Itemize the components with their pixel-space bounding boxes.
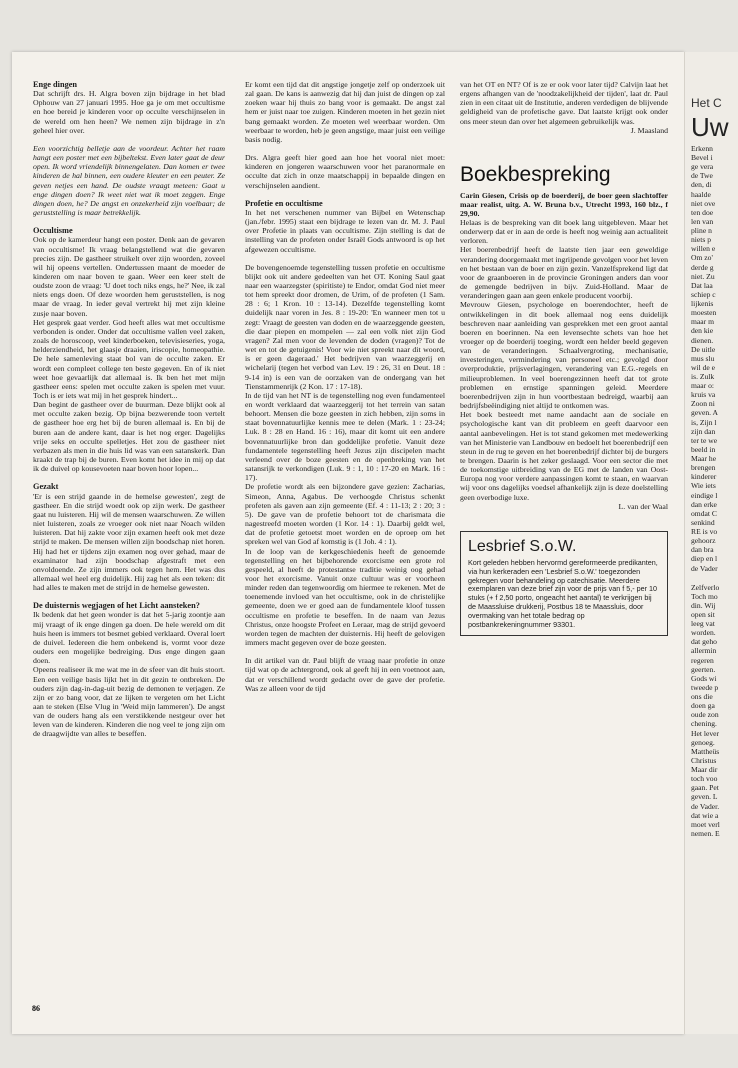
next-page-line: de Vader bbox=[691, 563, 718, 573]
next-page-line: niet ove bbox=[691, 198, 716, 208]
next-page-line: leeg vat bbox=[691, 619, 715, 629]
heading-occultisme: Occultisme bbox=[33, 226, 73, 236]
paragraph: Het boek besteedt met name aandacht aan de sociale en psychologische kant van dit probleem en geeft daarvoor een aantal aanbevelingen. Het is tot stand gekomen met medewerking van het Ministerie van Landbouw en bedoelt het boerenbedrijf een steun in de rug te geven en het boerenbedrijf dichter bij de burgers te brengen. Daarin is het zeker geslaagd. Voor een sector die met de toekomstige uitbreiding van de EG met de landen van Oost-Europa nog voor verdere aanpassingen komt te staan, en waarvan wij voor ons dagelijks voedsel afhankelijk zijn is deze doelstelling geen overbodige luxe. bbox=[460, 410, 668, 502]
next-page-line: geerten. bbox=[691, 664, 716, 674]
next-page-line: ter te we bbox=[691, 435, 718, 445]
next-page-line: beeld in bbox=[691, 444, 716, 454]
lesbrief-title: Lesbrief S.o.W. bbox=[468, 537, 577, 555]
paragraph: In dit artikel van dr. Paul blijft de vraag naar profetie in onze tijd wat op de achtergrond, ook al geeft hij in een voetnoot aan, dat er verschillend wordt gedacht over de gave der profetie. Was ze alleen voor de tijd bbox=[245, 656, 445, 693]
next-page-line: derde g bbox=[691, 262, 714, 272]
next-page-line: kinderer bbox=[691, 472, 717, 482]
paragraph: Dat schrijft drs. H. Algra boven zijn bijdrage in het blad Ophouw van 27 januari 1995. Hoe ga je om met occultisme en hoe bereid je kinderen voor op occulte verschijnselen in de wereld om hen heen? We nemen zijn bijdrage in z'n geheel hier over. bbox=[33, 89, 225, 135]
next-page-line: worden. bbox=[691, 628, 716, 638]
next-page-line: Maar dir bbox=[691, 765, 718, 775]
next-page-line: toch voo bbox=[691, 774, 718, 784]
paragraph: De bovengenoemde tegenstelling tussen profetie en occultisme blijkt ook uit andere gedeelten van het OT. Koning Saul gaat naar een waarzegster (spiritiste) te Endor, omdat God niet meer tot hem spreekt door dromen, de Urim, of de profeten (1 Sam. 28 : 6; 1 Kron. 10 : 13-14). Dezelfde tegenstelling komt duidelijk naar voren in Jes. 8 : 19-20: 'En wanneer men tot u zegt: Vraagt de geesten van doden en de waarzeggende geesten, die daar piepen en mompelen — zal een volk niet zijn God vragen? Zal men voor de levenden de doden (vragen)? Tot de wet en tot de getuigenis! Voor wie niet spreekt naar dit woord, is er geen dageraad.' Het bedrijven van waarzeggerij en wichelarij (tegen het verbod van Lev. 19 : 26, 31 en Deut. 18 : 9-14 in) is een van de oorzaken van de ondergang van het Tienstammenrijk (2 Kon. 17 : 17-18). bbox=[245, 262, 445, 391]
author-signature: L. van der Waal bbox=[618, 501, 668, 511]
heading-gezakt: Gezakt bbox=[33, 482, 59, 492]
next-page-line: dienen. bbox=[691, 335, 714, 345]
magazine-page bbox=[12, 52, 684, 1034]
next-page-line: regeren bbox=[691, 655, 714, 665]
next-page-line: ons die bbox=[691, 692, 713, 702]
paragraph: Het gesprek gaat verder. God heeft alles wat met occultisme verbonden is onder. Onder dat occultisme vallen veel zaken, zoals de horoscoop, veel kinderboeken, televisieseries, yoga, helderziendheid, het glaasje draaien, iriscopie, homeopathie. De hele samenleving staat bol van de occulte zaken. Er wordt een compleet college ten beste gegeven. En of ik niet weet hoe gevaarlijk dat allemaal is. Ik ben het met mijn gastheer eens: spelen met occulte zaken is spelen met vuur. Toch is er iets wat mij in het gesprek hindert... bbox=[33, 317, 225, 400]
next-page-line: schiep c bbox=[691, 289, 716, 299]
next-page-line: RE is vo bbox=[691, 527, 718, 537]
next-page-line: is. Zulk bbox=[691, 372, 715, 381]
next-page-line: geven. A bbox=[691, 408, 718, 418]
next-page-line: Het lever bbox=[691, 728, 720, 738]
paragraph: 'Er is een strijd gaande in de hemelse gewesten', zegt de gastheer. En die strijd woedt ook op zijn werk. De gastheer gaat nu luisteren. Hij wil de mensen waarschuwen. Ze willen niet luisteren, zoals ze vroeger ook niet naar Noach wilden luisteren. Dat hij zakte voor zijn examen heeft ook met deze strijd te maken. De mensen willen zijn boodschap niet horen. Hij had het er tijdens zijn examen nog over gehad, maar de examinator had zijn boodschap afgestraft met een onvoldoende. Ze zijn immers ook tegen hem. Het was dus allemaal wel heel erg duidelijk. Hij zag het als een teken: dit had alles te maken met de strijd in de hemelse gewesten. bbox=[33, 491, 225, 593]
paragraph: Het boerenbedrijf heeft de laatste tien jaar een geweldige verandering doorgemaakt met ingrijpende gevolgen voor het leven en het bestaan van de boer en zijn gezin. Vanzelfsprekend ligt dat voor de graanboeren in de provincie Groningen anders dan voor de gemengde bedrijven in bijv. Zuid-Holland. Maar de veranderingen gaan aan geen enkele producent voorbij. bbox=[460, 245, 668, 301]
next-page-line: den, di bbox=[691, 180, 712, 190]
next-page-line: De uitle bbox=[691, 344, 716, 354]
next-page-line: open sit bbox=[691, 610, 715, 619]
next-page-line: senkind bbox=[691, 517, 715, 527]
next-page-line: Toch mo bbox=[691, 591, 718, 601]
paragraph: Opeens realiseer ik me wat me in de sfeer van dit huis stoort. Een een veilige basis lijkt het in dit gezin te ontbreken. De ouders zijn dag-in-dag-uit bezig de demonen te verjagen. Ze zijn er zo bang voor, dat ze lijken te vergeten om het Licht aan te steken (Else Vlug in 'Weid mijn lammeren'). De angst van de ouders hang als een verstikkende nestgeur over het leven van de kinderen. Kinderen die nog veel te jong zijn om de draagwijdte van alles te beseffen. bbox=[33, 665, 225, 739]
next-page-line: Om zo' bbox=[691, 253, 713, 263]
paragraph: Er komt een tijd dat dit angstige jongetje zelf op onderzoek uit zal gaan. De kans is aanwezig dat hij dan juist de dingen op zal zoeken waar hij thuis zo bang voor is gemaakt. De angst zal hem er juist naar toe zuigen. Kinderen moeten in het gezin niet bang gemaakt worden. Ze moeten wel weerbaar worden. Om weerbaar te worden, heb je geen angstige, maar juist een veilige basis nodig. bbox=[245, 80, 445, 144]
next-page-line: Gods wi bbox=[691, 673, 717, 683]
next-page-line: is, Zijn l bbox=[691, 417, 717, 427]
heading-profetie: Profetie en occultisme bbox=[245, 198, 323, 208]
next-page-line: Bevel i bbox=[691, 153, 713, 163]
next-page-line: ge vera bbox=[691, 162, 714, 172]
next-page-line: doen ga bbox=[691, 701, 715, 711]
next-page-line: moesten bbox=[691, 308, 717, 318]
next-page-line: gehoorz bbox=[691, 536, 716, 546]
next-page-line: oude zon bbox=[691, 710, 719, 720]
next-page-line: maar o: bbox=[691, 381, 714, 391]
paragraph: van het OT en NT? Of is ze er ook voor later tijd? Calvijn laat het ergens afhangen van de 'noodzakelijkheid der tijden', laat dr. Paul zien in een citaat uit de Institutie, anderen verdedigen de blijvende geldigheid van de profetische gave. Dat laatste krijgt ook onder ons meer steun dan over het algemeen gebruikelijk was. bbox=[460, 80, 668, 126]
next-page-heading: Zelfverlo bbox=[691, 582, 720, 592]
next-page-line: ten doe bbox=[691, 207, 714, 217]
next-page-line: zijn dan bbox=[691, 426, 716, 436]
page-number: 86 bbox=[32, 1004, 40, 1013]
next-page-line: willen e bbox=[691, 244, 716, 254]
next-page-line: dat wie a bbox=[691, 810, 719, 820]
paragraph: Dan begint de gastheer over de buurman. Deze blijkt ook al met occulte zaken bezig. Op bijna bezwerende toon vertelt de gastheer hoe erg het bij de buren allemaal is. En bij de buren aan de andere kant, daar is het nog erger. Dagelijks vrije seks en occulte spelletjes. Het zou de gastheer niet verbazen als men in die huis lid was van een satanskerk. Dan kraakt de trap bij de buren. Even komt het idee in mij op dat ik de duivel op kousevoeten naar boven hoor lopen... bbox=[33, 400, 225, 474]
next-page-line: de Twe bbox=[691, 171, 713, 181]
next-page-line: dan erke bbox=[691, 499, 717, 509]
next-page-line: tweede p bbox=[691, 682, 719, 692]
next-page-edge bbox=[684, 52, 738, 1034]
next-page-line: wil de e bbox=[691, 362, 716, 372]
next-page-line: niet. Zu bbox=[691, 271, 715, 281]
next-page-title: Uw bbox=[691, 112, 729, 142]
author-signature: J. Maasland bbox=[630, 125, 668, 135]
column-1 bbox=[33, 80, 225, 739]
paragraph: Drs. Algra geeft hier goed aan hoe het vooral niet moet: kinderen en jongeren waarschuwen voor het paranormale en occulte dat zich in onze maatschappij in bepaalde dingen en verschijnselen aandient. bbox=[245, 153, 445, 190]
next-page-line: den kie bbox=[691, 326, 714, 336]
next-page-line: Wie iets bbox=[691, 481, 716, 491]
column-3 bbox=[460, 80, 668, 636]
paragraph: Mevrouw Giesen, psychologe en boerendochter, heeft de ontwikkelingen in dit boek allemaal nog eens duidelijk beschreven naar aanleiding van gesprekken met een groot aantal boeren en boerinnen. Na een levensechte schets van hoe het vroeger op de boerderij toeging, wordt een helder beeld gegeven van de veranderingen. Schaalvergroting, mechanisatie, investeringen, vermindering van personeel etc.; gevolgd door overproduktie, prijsverlagingen, verandering van E.G.-regels en milieuproblemen. In veel boerengezinnen heeft dat tot grote problemen en ernstige spanningen geleid. Meerdere boerenbedrijven zijn in hun voortbestaan bedreigd, waarbij aan bedrijfsbeëindiging niet altijd te ontkomen was. bbox=[460, 300, 668, 411]
heading-duisternis: De duisternis wegjagen of het Licht aansteken? bbox=[33, 601, 200, 611]
next-page-line: maar m bbox=[691, 317, 714, 327]
paragraph: Helaas is de bespreking van dit boek lang uitgebleven. Maar het onderwerp dat er in aan de orde is heeft nog weinig aan actualiteit verloren. bbox=[460, 217, 668, 246]
lesbrief-text: Kort geleden hebben hervormd gereformeerde predikanten, via hun kerkeraden een 'Lesbrief S.o.W.' toegezonden gekregen voor behandeling op catechisatie. Meerdere exemplaren van deze brief zijn voor de prijs van f 5,- per 10 stuks (+ f 2,50 porto, ongeacht het aantal) te verkrijgen bij de Maassluise drukkerij, Postbus 18 te Maassluis, door overmaking van het totale bedrag op postbankrekeningnummer 93301. bbox=[468, 557, 658, 629]
paragraph: In het net verschenen nummer van Bijbel en Wetenschap (jan./febr. 1995) staat een bijdrage te lezen van dr. M. J. Paul over Profetie in plaats van occultisme. Zijn stelling is dat de instelling van de profeten onder Israël Gods antwoord is op het afgewezen occultisme. bbox=[245, 207, 445, 254]
next-page-line: de Vader. bbox=[691, 801, 720, 811]
book-info: Carin Giesen, Crisis op de boerderij, de boer geen slachtoffer maar realist, uitg. A. W. Bruna b.v., Utrecht 1993, 160 blz., f 29,90. bbox=[460, 190, 668, 218]
next-page-line: mus slu bbox=[691, 353, 715, 363]
paragraph: In de loop van de kerkgeschiedenis heeft de genoemde tegenstelling en het bijbehorende exorcisme een grote rol gespeeld, al heeft de protestantse traditie weinig oog gehad voor het exorcisme. Vanuit onze cultuur was er voorheen minder reden dan tegenwoordig om hiermee te rekenen. Met de toenemende invloed van het occultisme, ook in de christelijke gemeente, doen we er goed aan de fundamentele kloof tussen occultisme en profetie te beseffen. In de naam van Jezus Christus, onze hoogste Profeet en Leraar, mag de strijd gevoerd worden tegen de machten der duisternis. Hij heeft de gelovigen immers macht gegeven over de boze geesten. bbox=[245, 546, 445, 648]
paragraph: Ik bedenk dat het geen wonder is dat het 5-jarig zoontje aan mij vraagt of ik enge dingen ga doen. De hele wereld om dit huis heen is immers tot besmet gebied verklaard. Overal loert de duivel. Iedereen die hem onbekend is, vormt voor deze ouders een mogelijke bedreiging. Dus enge dingen gaan doen. bbox=[33, 610, 225, 666]
next-page-line: Erkenn bbox=[691, 144, 713, 153]
paragraph: In de tijd van het NT is de tegenstelling nog even fundamenteel en wordt verklaard dat waarzeggerij tot het terrein van satan behoort. Mensen die boze geesten in zich hebben, zijn soms in staat bovennatuurlijke kennis mee te delen (Mark. 1 : 23-24; Luk. 8 : 28 en Hand. 16 : 16), maar dit komt uit een andere bovennatuurlijke bron dan goddelijke profetie. Vanuit deze fundamentele tegenstelling heeft Jezus zijn discipelen macht verleend over de boze geesten en de openbreking van het satansrijk te verkondigen (Luk. 9 : 1, 10 : 17-20 en Mark. 16 : 17). bbox=[245, 390, 445, 483]
column-2 bbox=[245, 80, 445, 693]
next-page-line: Mattheüs bbox=[691, 746, 720, 756]
next-page-line: len van bbox=[691, 216, 714, 226]
paragraph: Ook op de kamerdeur hangt een poster. Denk aan de gevaren van occultisme! Ik vraag belangstellend wat die gevaren precies zijn. De gastheer struikelt over zijn woorden, zoveel wil hij opeens vertellen. Ondertussen maant de moeder de kinderen om naar boven te gaan. Weer een keer stelt de oudste zoon de vraag: 'U doet toch niks engs, he?' Nee, ik zal niets engs doen. Of deze woorden hem geruststellen, is nog maar de vraag. In ieder geval vertrekt hij met zijn kleine zusje naar boven. bbox=[33, 235, 225, 318]
next-page-line: brengen bbox=[691, 463, 716, 473]
next-page-line: gaan. Pet bbox=[691, 783, 719, 793]
next-page-line: haalde bbox=[691, 189, 711, 199]
next-page-line: Zoon ni bbox=[691, 399, 715, 409]
next-page-line: dan bra bbox=[691, 545, 714, 555]
next-page-line: kruis va bbox=[691, 390, 716, 400]
next-page-line: genoeg. bbox=[691, 737, 715, 747]
next-page-line: pline n bbox=[691, 226, 712, 236]
next-page-line: geven. L bbox=[691, 792, 718, 802]
next-page-line: allermin bbox=[691, 646, 717, 656]
next-page-line: diep en l bbox=[691, 554, 718, 564]
next-page-line: Dat laa bbox=[691, 280, 713, 290]
next-page-line: din. Wij bbox=[691, 600, 716, 610]
next-page-line: omdat C bbox=[691, 508, 717, 518]
lesbrief-box bbox=[460, 531, 668, 636]
next-page-line: Christus bbox=[691, 755, 717, 765]
next-page-line: lijkenis bbox=[691, 299, 714, 309]
next-page-line: niets p bbox=[691, 235, 712, 245]
next-page-line: chening. bbox=[691, 719, 717, 729]
next-page-header: Het C bbox=[691, 96, 722, 110]
next-page-line: Maar he bbox=[691, 454, 717, 464]
next-page-line: dat geho bbox=[691, 637, 717, 647]
italic-paragraph: Een voorzichtig belletje aan de voordeur. Achter het raam hangt een poster met een bijbeltekst. Even later gaat de deur open. Ik word vriendelijk binnengelaten. Dan komen er twee kinderen de hal binnen, een oudere kleuter en een peuter. Ze geven netjes een hand. De oudste vraagt meteen: Gaat u enge dingen doen? Ik weet niet wat ik moet zeggen. Enge dingen doen, he? De angst en onzekerheid zijn voelbaar; de geruststelling is maar betrekkelijk. bbox=[33, 143, 225, 218]
section-title-boekbespreking: Boekbespreking bbox=[460, 162, 611, 186]
paragraph: De profetie wordt als een bijzondere gave gezien: Zacharias, Simeon, Anna, Agabus. De verhoogde Christus schenkt profeten als gaven aan zijn gemeente (Ef. 4 : 11-13; 2 : 20; 3 : 5). De gave van de profetie behoort tot de charismata die nagestreefd moeten worden (1 Kor. 14 : 1). Daarbij geldt wel, dat de profetie getoetst moet worden en de oproep om het spreken wel van God af komstig is (1 Joh. 4 : 1). bbox=[245, 482, 445, 547]
next-page-line: nemen. E bbox=[691, 828, 720, 838]
next-page-line: eindige l bbox=[691, 490, 718, 500]
heading-enge-dingen: Enge dingen bbox=[33, 80, 78, 89]
next-page-line: moet verl bbox=[691, 819, 720, 829]
